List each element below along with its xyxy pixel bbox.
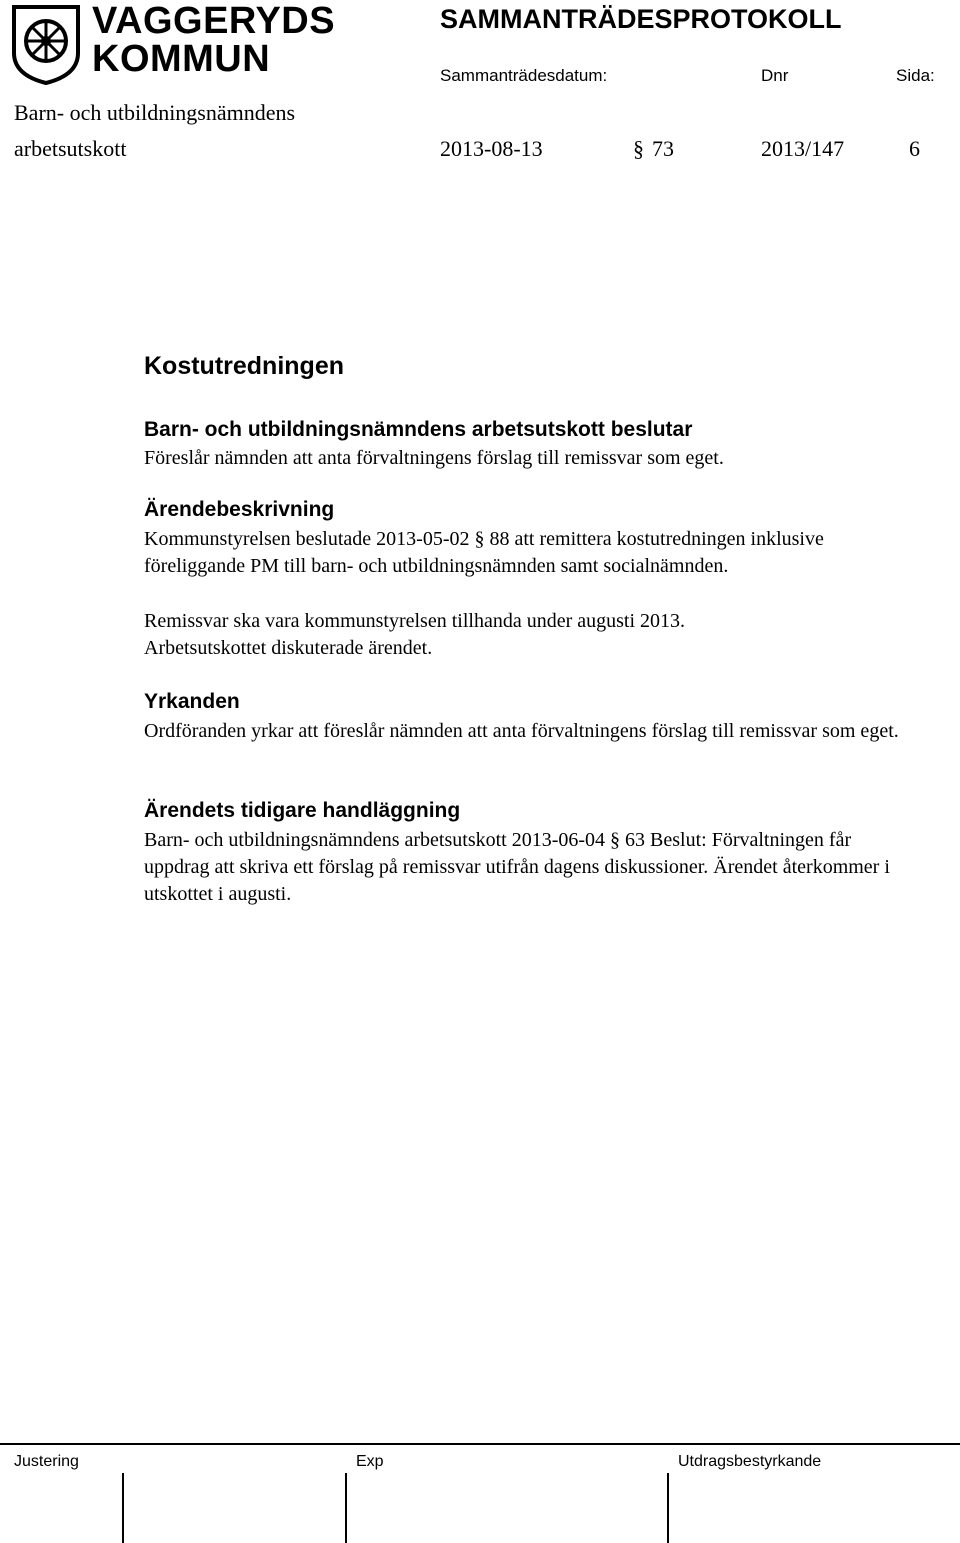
meeting-date-label: Sammanträdesdatum: bbox=[440, 66, 608, 85]
footer-divider bbox=[0, 1443, 960, 1445]
brand-line-1: VAGGERYDS bbox=[92, 0, 336, 42]
description-paragraph-3: Arbetsutskottet diskuterade ärendet. bbox=[144, 637, 433, 659]
municipal-seal-icon bbox=[10, 3, 82, 85]
page-number: 6 bbox=[909, 136, 920, 161]
section-number: 73 bbox=[652, 136, 674, 161]
signature-box-divider bbox=[345, 1473, 347, 1543]
document-type-title: SAMMANTRÄDESPROTOKOLL bbox=[440, 4, 842, 34]
body-name-line-2: arbetsutskott bbox=[14, 136, 127, 161]
description-paragraph-2: Remissvar ska vara kommunstyrelsen tillhanda under augusti 2013. bbox=[144, 610, 686, 632]
signature-box-divider bbox=[122, 1473, 124, 1543]
description-paragraph-1: Kommunstyrelsen beslutade 2013-05-02 § 88 att remittera kostutredningen inklusive föreliggande PM till barn- och utbildningsnämnden samt socialnämnden. bbox=[144, 528, 824, 577]
footer-utdrag-label: Utdragsbestyrkande bbox=[678, 1453, 822, 1470]
dnr-value: 2013/147 bbox=[761, 136, 845, 161]
footer-exp-label: Exp bbox=[356, 1453, 384, 1470]
history-text: Barn- och utbildningsnämndens arbetsutskott 2013-06-04 § 63 Beslut: Förvaltningen får uppdrag att skriva ett förslag på remissvar utifrån dagens diskussioner. Ärendet återkommer i utskottet i augusti. bbox=[144, 829, 890, 905]
history-heading: Ärendets tidigare handläggning bbox=[144, 799, 461, 822]
signature-box-divider bbox=[667, 1473, 669, 1543]
decision-text: Föreslår nämnden att anta förvaltningens förslag till remissvar som eget. bbox=[144, 447, 724, 469]
description-heading: Ärendebeskrivning bbox=[144, 498, 335, 521]
decision-heading: Barn- och utbildningsnämndens arbetsutskott beslutar bbox=[144, 418, 693, 441]
meeting-date: 2013-08-13 bbox=[440, 136, 543, 161]
brand-line-2: KOMMUN bbox=[92, 38, 271, 80]
page-title: Kostutredningen bbox=[144, 352, 344, 380]
motions-text: Ordföranden yrkar att föreslår nämnden att anta förvaltningens förslag till remissvar som eget. bbox=[144, 720, 899, 742]
dnr-label: Dnr bbox=[761, 66, 789, 85]
motions-heading: Yrkanden bbox=[144, 690, 240, 713]
page-label: Sida: bbox=[896, 66, 935, 85]
body-name-line-1: Barn- och utbildningsnämndens bbox=[14, 100, 296, 125]
footer-justering-label: Justering bbox=[14, 1453, 79, 1470]
section-symbol: § bbox=[633, 136, 644, 161]
